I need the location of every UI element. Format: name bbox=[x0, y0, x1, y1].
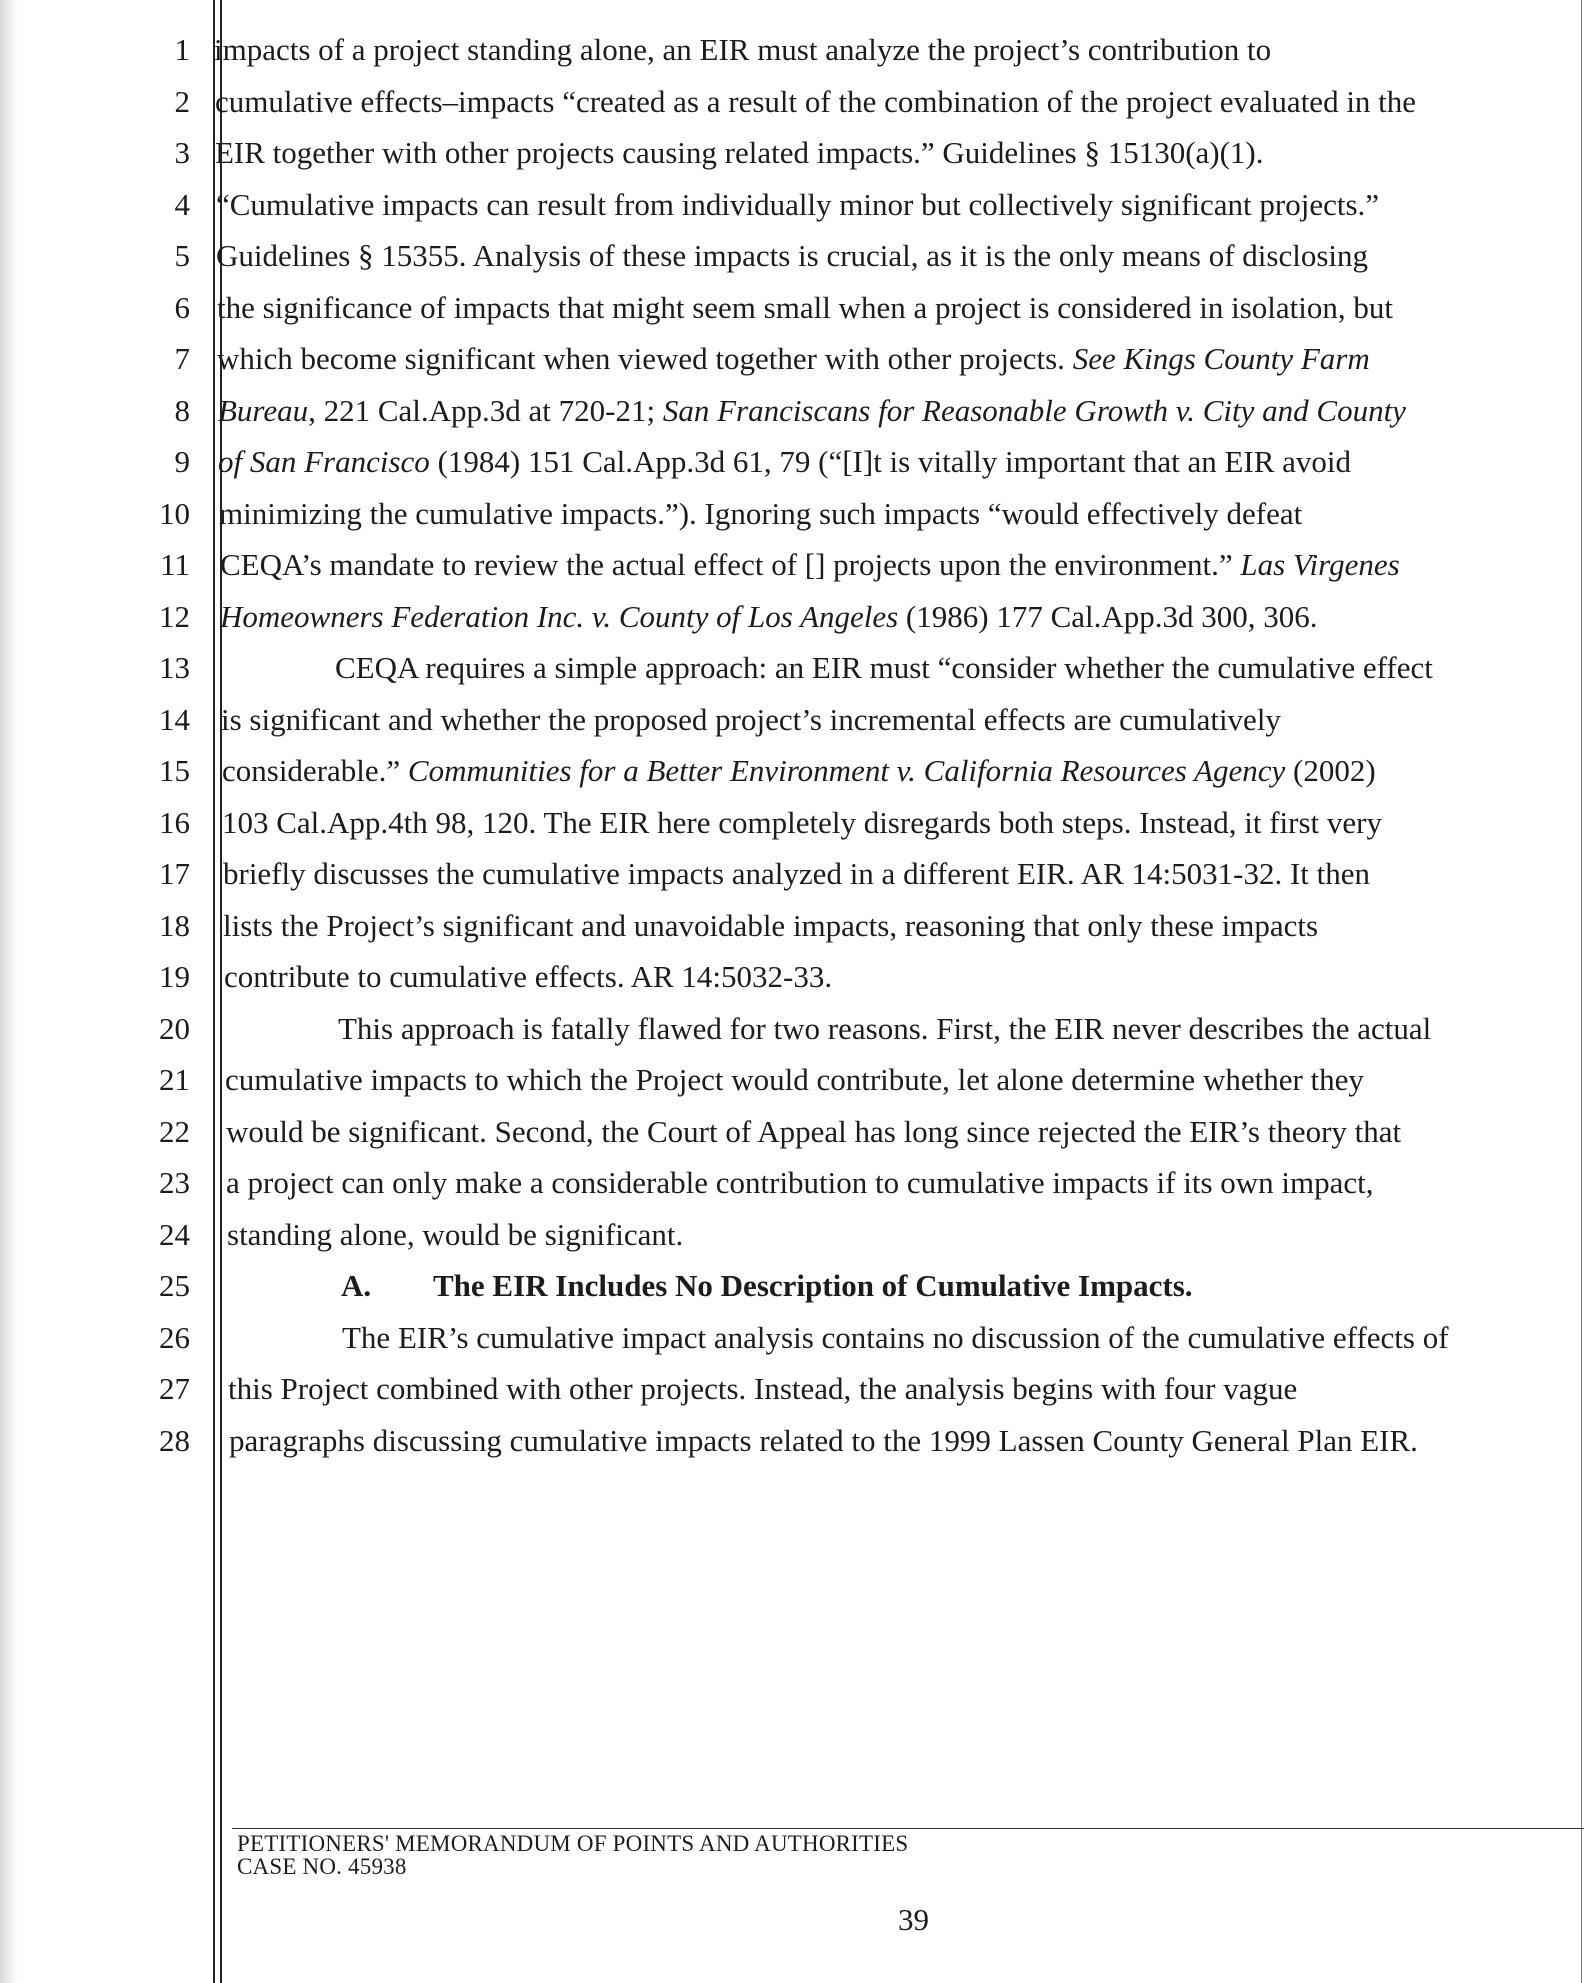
text-line bbox=[214, 443, 1584, 481]
line-text: The EIR’s cumulative impact analysis contains no discussion of the cumulative effects of bbox=[342, 1320, 1449, 1355]
line-text: EIR together with other projects causing related impacts.” Guidelines § 15130(a)(1). bbox=[215, 135, 1264, 170]
line-text: which become significant when viewed together with other projects. bbox=[217, 341, 1073, 376]
line-number: 15 bbox=[159, 753, 190, 788]
line-number: 23 bbox=[159, 1165, 190, 1200]
line-number: 22 bbox=[159, 1114, 190, 1149]
line-text: paragraphs discussing cumulative impacts related to the 1999 Lassen County General Plan EIR. bbox=[229, 1423, 1418, 1458]
line-number: 6 bbox=[174, 290, 190, 325]
text-line bbox=[214, 1370, 1584, 1408]
text-line bbox=[214, 1010, 1584, 1048]
text-line bbox=[214, 752, 1584, 790]
line-number: 24 bbox=[159, 1217, 190, 1252]
heading-text: The EIR Includes No Description of Cumulative Impacts. bbox=[433, 1268, 1193, 1303]
footer-case-number: CASE NO. 45938 bbox=[237, 1854, 407, 1879]
line-text: CEQA requires a simple approach: an EIR must “consider whether the cumulative effect bbox=[335, 650, 1433, 685]
line-number: 3 bbox=[174, 135, 190, 170]
footer-document-title: PETITIONERS' MEMORANDUM OF POINTS AND AUTHORITIES bbox=[237, 1831, 909, 1856]
line-text: this Project combined with other projects. Instead, the analysis begins with four vague bbox=[228, 1371, 1298, 1406]
line-text: 103 Cal.App.4th 98, 120. The EIR here completely disregards both steps. Instead, it first very bbox=[222, 805, 1382, 840]
text-line bbox=[214, 495, 1584, 533]
line-text: considerable.” bbox=[222, 753, 408, 788]
line-number: 11 bbox=[160, 547, 190, 582]
text-line bbox=[214, 237, 1584, 275]
footer-divider bbox=[232, 1828, 1584, 1829]
text-line bbox=[214, 701, 1584, 739]
text-line bbox=[214, 1216, 1584, 1254]
case-citation: See Kings County Farm bbox=[1072, 341, 1370, 376]
line-number: 16 bbox=[159, 805, 190, 840]
line-text: This approach is fatally flawed for two reasons. First, the EIR never describes the actual bbox=[338, 1011, 1432, 1046]
text-line bbox=[214, 83, 1583, 121]
line-text: a project can only make a considerable contribution to cumulative impacts if its own impact, bbox=[226, 1165, 1374, 1200]
line-text: standing alone, would be significant. bbox=[227, 1217, 684, 1252]
line-text: (1984) 151 Cal.App.3d 61, 79 (“[I]t is vitally important that an EIR avoid bbox=[429, 444, 1352, 479]
line-number: 19 bbox=[159, 959, 190, 994]
text-line bbox=[214, 392, 1584, 430]
text-line bbox=[214, 1319, 1584, 1357]
line-number: 7 bbox=[174, 341, 190, 376]
text-line bbox=[214, 1061, 1584, 1099]
text-line bbox=[214, 958, 1584, 996]
text-line bbox=[214, 340, 1584, 378]
line-text: (2002) bbox=[1285, 753, 1376, 788]
text-line bbox=[214, 134, 1583, 172]
line-number: 1 bbox=[174, 32, 190, 67]
line-number: 8 bbox=[174, 393, 190, 428]
case-citation: of San Francisco bbox=[218, 444, 430, 479]
page-number: 39 bbox=[898, 1902, 929, 1937]
case-citation: San Franciscans for Reasonable Growth v. City and County bbox=[662, 393, 1406, 428]
line-text: impacts of a project standing alone, an EIR must analyze the project’s contribution to bbox=[214, 32, 1272, 67]
line-number: 17 bbox=[159, 856, 190, 891]
case-citation: Las Virgenes bbox=[1240, 547, 1400, 582]
text-line bbox=[214, 855, 1584, 893]
line-number: 4 bbox=[174, 187, 190, 222]
text-line bbox=[214, 31, 1582, 69]
line-text: minimizing the cumulative impacts.”). Ignoring such impacts “would effectively defeat bbox=[219, 496, 1303, 531]
line-number: 10 bbox=[159, 496, 190, 531]
text-line bbox=[214, 546, 1584, 584]
line-number: 27 bbox=[159, 1371, 190, 1406]
line-number: 18 bbox=[159, 908, 190, 943]
text-line bbox=[214, 907, 1584, 945]
line-text: cumulative effects–impacts “created as a result of the combination of the project evaluated in the bbox=[215, 84, 1417, 119]
line-text: contribute to cumulative effects. AR 14:5032-33. bbox=[224, 959, 833, 994]
text-line bbox=[214, 1164, 1584, 1202]
line-text: CEQA’s mandate to review the actual effect of [] projects upon the environment.” bbox=[220, 547, 1241, 582]
text-line bbox=[214, 1422, 1584, 1460]
text-line bbox=[214, 598, 1584, 636]
line-number: 12 bbox=[159, 599, 190, 634]
line-text: cumulative impacts to which the Project would contribute, let alone determine whether they bbox=[225, 1062, 1364, 1097]
text-line bbox=[214, 804, 1584, 842]
line-text: is significant and whether the proposed project’s incremental effects are cumulatively bbox=[221, 702, 1281, 737]
line-text: would be significant. Second, the Court of Appeal has long since rejected the EIR’s theory that bbox=[226, 1114, 1402, 1149]
line-number: 2 bbox=[174, 84, 190, 119]
line-number: 20 bbox=[159, 1011, 190, 1046]
line-text: the significance of impacts that might seem small when a project is considered in isolation, but bbox=[217, 290, 1393, 325]
line-number: 9 bbox=[174, 444, 190, 479]
line-text: , 221 Cal.App.3d at 720-21; bbox=[308, 393, 663, 428]
line-number: 13 bbox=[159, 650, 190, 685]
case-citation: Communities for a Better Environment v. California Resources Agency bbox=[407, 753, 1286, 788]
text-line bbox=[214, 289, 1584, 327]
text-line bbox=[214, 1113, 1584, 1151]
text-line bbox=[214, 186, 1584, 224]
line-text: lists the Project’s significant and unavoidable impacts, reasoning that only these impacts bbox=[223, 908, 1319, 943]
line-number: 25 bbox=[159, 1268, 190, 1303]
case-citation: Homeowners Federation Inc. v. County of Los Angeles bbox=[220, 599, 899, 634]
scan-edge-shadow bbox=[0, 0, 18, 1983]
line-text: Guidelines § 15355. Analysis of these impacts is crucial, as it is the only means of disclosing bbox=[216, 238, 1368, 273]
heading-letter: A. bbox=[341, 1268, 372, 1303]
case-citation: Bureau bbox=[218, 393, 309, 428]
line-number: 26 bbox=[159, 1320, 190, 1355]
line-text: briefly discusses the cumulative impacts analyzed in a different EIR. AR 14:5031-32. It then bbox=[223, 856, 1370, 891]
line-number: 28 bbox=[159, 1423, 190, 1458]
line-number: 14 bbox=[159, 702, 190, 737]
line-number: 21 bbox=[159, 1062, 190, 1097]
line-number: 5 bbox=[174, 238, 190, 273]
section-heading bbox=[214, 1267, 1584, 1305]
line-text: (1986) 177 Cal.App.3d 300, 306. bbox=[898, 599, 1318, 634]
line-text: “Cumulative impacts can result from individually minor but collectively significant projects.” bbox=[216, 187, 1380, 222]
text-line bbox=[214, 649, 1584, 687]
